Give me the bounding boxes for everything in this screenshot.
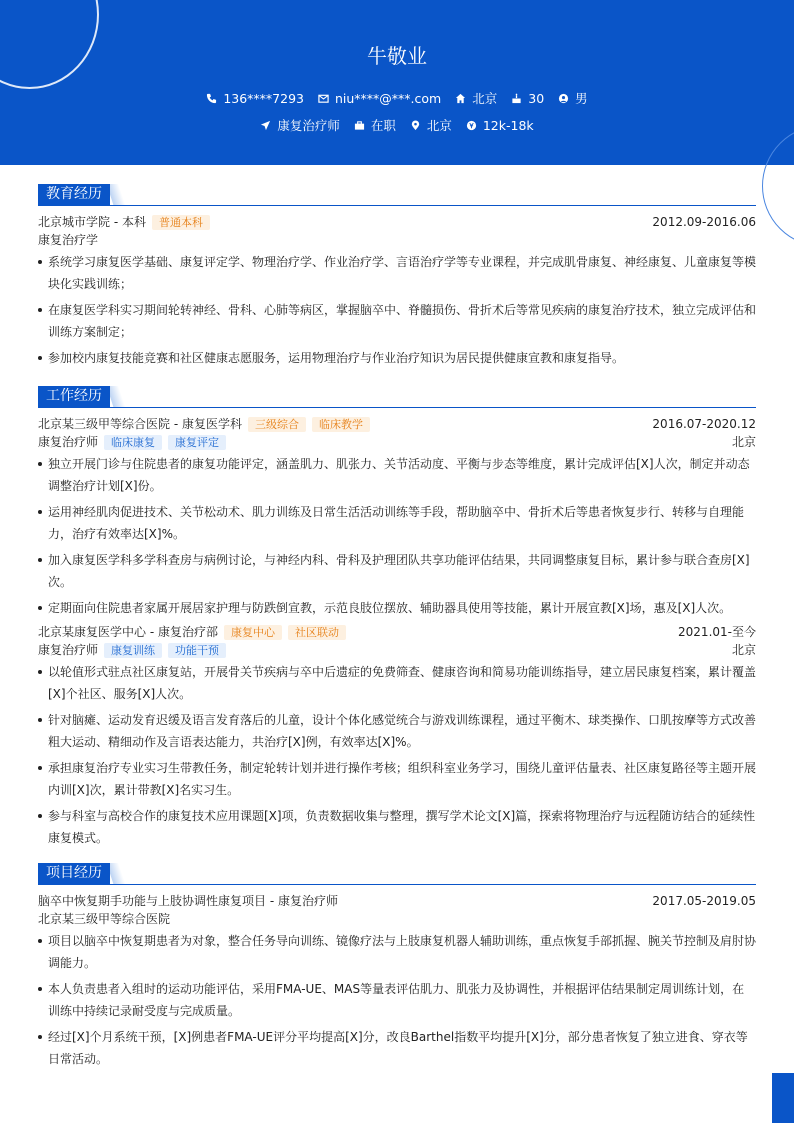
home-icon (455, 93, 466, 104)
salary-icon (466, 120, 477, 131)
job-org: 北京某康复医学中心 - 康复治疗部 (38, 625, 218, 639)
salary-text: 12k-18k (482, 117, 534, 133)
list-item: 定期面向住院患者家属开展居家护理与防跌倒宣教，示范良肢位摆放、辅助器具使用等技能，累计开展宣教[X]场，惠及[X]人次。 (38, 597, 756, 619)
resume-header (0, 0, 794, 165)
job-entry-header (38, 623, 756, 641)
cake-icon (511, 93, 522, 104)
skill-tag: 功能干预 (168, 643, 226, 658)
email-text: niu****@***.com (334, 90, 442, 106)
work-section (38, 386, 756, 853)
job-role: 康复治疗师 (38, 643, 99, 657)
status-info (354, 116, 396, 134)
phone-info (206, 89, 304, 107)
mail-icon (318, 93, 329, 104)
education-period: 2012.09-2016.06 (652, 215, 756, 229)
email-info (318, 89, 441, 107)
major-name: 康复治疗学 (38, 233, 99, 247)
list-item: 在康复医学科实习期间轮转神经、骨科、心肺等病区，掌握脑卒中、脊髓损伤、骨折术后等常见疾病的康复治疗技术，独立完成评估和训练方案制定； (38, 299, 756, 343)
list-item: 项目以脑卒中恢复期患者为对象，整合任务导向训练、镜像疗法与上肢康复机器人辅助训练，重点恢复手部抓握、腕关节控制及肩肘协调能力。 (38, 930, 756, 974)
city-text: 北京 (426, 118, 452, 133)
job-city: 北京 (731, 435, 756, 449)
send-icon (260, 120, 271, 131)
section-title: 工作经历 (38, 386, 110, 407)
list-item: 加入康复医学科多学科查房与病例讨论，与神经内科、骨科及护理团队共享功能评估结果，共同调整康复目标，累计参与联合查房[X]次。 (38, 549, 756, 593)
gender-text: 男 (575, 91, 588, 106)
list-item: 本人负责患者入组时的运动功能评估，采用FMA-UE、MAS等量表评估肌力、肌张力及协调性，并根据评估结果制定周训练计划，在训练中持续记录耐受度与完成质量。 (38, 978, 756, 1022)
salary-info (466, 116, 534, 134)
education-section (38, 184, 756, 373)
project-period: 2017.05-2019.05 (652, 894, 756, 908)
briefcase-icon (354, 120, 365, 131)
decorative-corner-block (772, 1073, 794, 1123)
city-info (410, 116, 452, 134)
job-period: 2021.01-至今 (678, 625, 756, 639)
education-major-row (38, 231, 756, 249)
gender-info (558, 89, 588, 107)
job-city: 北京 (731, 643, 756, 657)
education-bullets (38, 251, 756, 369)
skill-tag: 临床康复 (104, 435, 162, 450)
project-org-row (38, 910, 756, 928)
school-name: 北京城市学院 - 本科 (38, 215, 146, 229)
job-entry-header (38, 415, 756, 433)
project-name: 脑卒中恢复期手功能与上肢协调性康复项目 - 康复治疗师 (38, 894, 338, 908)
job-bullets (38, 661, 756, 849)
list-item: 参与科室与高校合作的康复技术应用课题[X]项，负责数据收集与整理，撰写学术论文[X]篇，探索将物理治疗与远程随访结合的延续性康复模式。 (38, 805, 756, 849)
status-text: 在职 (370, 118, 396, 133)
education-tag: 普通本科 (152, 215, 210, 230)
age-info (511, 89, 544, 107)
phone-text: 136****7293 (223, 90, 304, 106)
phone-icon (206, 93, 217, 104)
home-text: 北京 (472, 91, 498, 106)
job-tag: 康复中心 (224, 625, 282, 640)
list-item: 参加校内康复技能竞赛和社区健康志愿服务，运用物理治疗与作业治疗知识为居民提供健康宣教和康复指导。 (38, 347, 756, 369)
job-tag: 社区联动 (288, 625, 346, 640)
position-info (260, 116, 340, 134)
section-header (38, 863, 756, 885)
home-info (455, 89, 497, 107)
section-title: 教育经历 (38, 184, 110, 205)
job-role-row (38, 433, 756, 451)
list-item: 运用神经肌肉促进技术、关节松动术、肌力训练及日常生活活动训练等手段，帮助脑卒中、骨折术后等患者恢复步行、转移与自理能力，治疗有效率达[X]%。 (38, 501, 756, 545)
gender-icon (558, 93, 569, 104)
job-bullets (38, 453, 756, 619)
list-item: 系统学习康复医学基础、康复评定学、物理治疗学、作业治疗学、言语治疗学等专业课程，并完成肌骨康复、神经康复、儿童康复等模块化实践训练； (38, 251, 756, 295)
skill-tag: 康复训练 (104, 643, 162, 658)
list-item: 针对脑瘫、运动发育迟缓及语言发育落后的儿童，设计个体化感觉统合与游戏训练课程，通过平衡木、球类操作、口肌按摩等方式改善粗大运动、精细动作及言语表达能力，共治疗[X]例，有效率达[X]%。 (38, 709, 756, 753)
job-intent-row (0, 116, 794, 134)
skill-tag: 康复评定 (168, 435, 226, 450)
job-org: 北京某三级甲等综合医院 - 康复医学科 (38, 417, 242, 431)
list-item: 以轮值形式驻点社区康复站，开展骨关节疾病与卒中后遗症的免费筛查、健康咨询和简易功能训练指导，建立居民康复档案，累计覆盖[X]个社区、服务[X]人次。 (38, 661, 756, 705)
job-role: 康复治疗师 (38, 435, 99, 449)
contact-row (0, 89, 794, 107)
project-org: 北京某三级甲等综合医院 (38, 912, 171, 926)
candidate-name: 牛敬业 (367, 44, 427, 68)
education-entry-header (38, 213, 756, 231)
list-item: 独立开展门诊与住院患者的康复功能评定，涵盖肌力、肌张力、关节活动度、平衡与步态等维度，累计完成评估[X]人次，制定并动态调整治疗计划[X]份。 (38, 453, 756, 497)
project-section (38, 863, 756, 1074)
section-header (38, 386, 756, 408)
project-bullets (38, 930, 756, 1070)
location-icon (410, 120, 421, 131)
job-tag: 三级综合 (248, 417, 306, 432)
job-period: 2016.07-2020.12 (652, 417, 756, 431)
section-title: 项目经历 (38, 863, 110, 884)
position-text: 康复治疗师 (277, 118, 340, 133)
list-item: 承担康复治疗专业实习生带教任务，制定轮转计划并进行操作考核；组织科室业务学习，围绕儿童评估量表、社区康复路径等主题开展内训[X]次，累计带教[X]名实习生。 (38, 757, 756, 801)
job-role-row (38, 641, 756, 659)
list-item: 经过[X]个月系统干预，[X]例患者FMA-UE评分平均提高[X]分，改良Barthel指数平均提升[X]分，部分患者恢复了独立进食、穿衣等日常活动。 (38, 1026, 756, 1070)
job-tag: 临床教学 (312, 417, 370, 432)
age-text: 30 (528, 90, 545, 106)
project-entry-header (38, 892, 756, 910)
section-header (38, 184, 756, 206)
